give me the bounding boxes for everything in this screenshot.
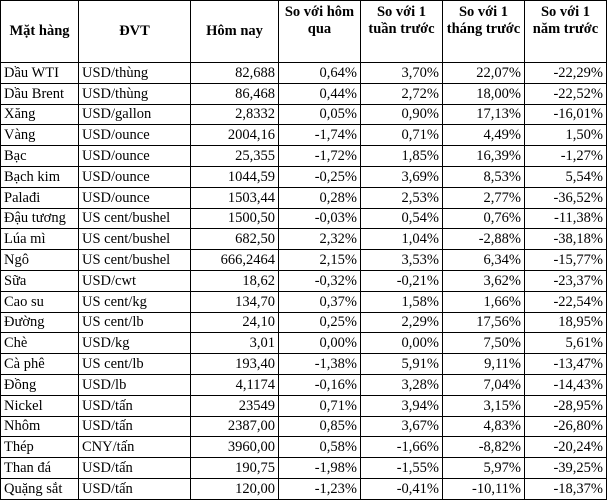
table-row — [1, 146, 607, 167]
cell-commodity: Than đá — [1, 458, 79, 479]
table-row — [1, 312, 607, 333]
cell-commodity: Nhôm — [1, 416, 79, 437]
cell-vs-year: -13,47% — [525, 354, 607, 375]
header-vs-year: So với 1 năm trước — [525, 1, 607, 63]
cell-vs-week: 2,53% — [361, 187, 443, 208]
cell-vs-yesterday: -0,32% — [279, 270, 361, 291]
cell-vs-month: 2,77% — [443, 187, 525, 208]
cell-commodity: Quặng sắt — [1, 478, 79, 499]
cell-commodity: Bạc — [1, 146, 79, 167]
cell-vs-year: -15,77% — [525, 250, 607, 271]
cell-vs-month: 5,97% — [443, 458, 525, 479]
cell-vs-week: 0,00% — [361, 333, 443, 354]
cell-commodity: Cao su — [1, 291, 79, 312]
cell-vs-month: 3,15% — [443, 395, 525, 416]
cell-today: 23549 — [191, 395, 279, 416]
cell-vs-yesterday: 0,25% — [279, 312, 361, 333]
cell-unit: USD/ounce — [79, 125, 191, 146]
cell-vs-year: -20,24% — [525, 437, 607, 458]
cell-vs-year: -16,01% — [525, 104, 607, 125]
cell-vs-year: 5,54% — [525, 166, 607, 187]
cell-vs-month: 3,62% — [443, 270, 525, 291]
cell-commodity: Sữa — [1, 270, 79, 291]
cell-today: 682,50 — [191, 229, 279, 250]
cell-commodity: Bạch kim — [1, 166, 79, 187]
cell-commodity: Đường — [1, 312, 79, 333]
cell-commodity: Vàng — [1, 125, 79, 146]
cell-vs-week: 2,72% — [361, 83, 443, 104]
cell-vs-year: -14,43% — [525, 374, 607, 395]
cell-vs-year: -1,27% — [525, 146, 607, 167]
cell-today: 666,2464 — [191, 250, 279, 271]
cell-vs-week: -0,41% — [361, 478, 443, 499]
header-vs-yesterday: So với hôm qua — [279, 1, 361, 63]
cell-vs-week: 3,67% — [361, 416, 443, 437]
cell-today: 3,01 — [191, 333, 279, 354]
cell-vs-week: 3,94% — [361, 395, 443, 416]
table-row — [1, 333, 607, 354]
cell-vs-month: 4,49% — [443, 125, 525, 146]
cell-commodity: Dầu Brent — [1, 83, 79, 104]
cell-vs-week: 1,85% — [361, 146, 443, 167]
cell-commodity: Nickel — [1, 395, 79, 416]
cell-vs-year: -23,37% — [525, 270, 607, 291]
cell-vs-year: 1,50% — [525, 125, 607, 146]
cell-vs-yesterday: 0,37% — [279, 291, 361, 312]
table-row — [1, 416, 607, 437]
table-row — [1, 291, 607, 312]
cell-today: 2004,16 — [191, 125, 279, 146]
cell-vs-year: -36,52% — [525, 187, 607, 208]
cell-vs-yesterday: 0,00% — [279, 333, 361, 354]
cell-commodity: Ngô — [1, 250, 79, 271]
cell-vs-yesterday: 0,05% — [279, 104, 361, 125]
cell-vs-week: 3,69% — [361, 166, 443, 187]
cell-vs-month: -10,11% — [443, 478, 525, 499]
cell-today: 4,1174 — [191, 374, 279, 395]
cell-vs-month: 22,07% — [443, 63, 525, 84]
table-row — [1, 270, 607, 291]
cell-vs-yesterday: -0,03% — [279, 208, 361, 229]
cell-commodity: Palađi — [1, 187, 79, 208]
cell-today: 3960,00 — [191, 437, 279, 458]
cell-today: 193,40 — [191, 354, 279, 375]
cell-vs-year: 5,61% — [525, 333, 607, 354]
cell-unit: USD/lb — [79, 374, 191, 395]
cell-commodity: Lúa mì — [1, 229, 79, 250]
cell-today: 134,70 — [191, 291, 279, 312]
cell-unit: US cent/lb — [79, 312, 191, 333]
cell-commodity: Đồng — [1, 374, 79, 395]
cell-today: 82,688 — [191, 63, 279, 84]
cell-vs-yesterday: 0,71% — [279, 395, 361, 416]
cell-unit: USD/kg — [79, 333, 191, 354]
cell-vs-week: 3,28% — [361, 374, 443, 395]
cell-unit: US cent/bushel — [79, 208, 191, 229]
cell-vs-week: 0,54% — [361, 208, 443, 229]
cell-commodity: Cà phê — [1, 354, 79, 375]
cell-vs-month: 16,39% — [443, 146, 525, 167]
cell-today: 2,8332 — [191, 104, 279, 125]
cell-vs-yesterday: -1,74% — [279, 125, 361, 146]
table-row — [1, 104, 607, 125]
cell-vs-week: 0,90% — [361, 104, 443, 125]
cell-vs-yesterday: 2,15% — [279, 250, 361, 271]
cell-unit: US cent/bushel — [79, 250, 191, 271]
cell-today: 2387,00 — [191, 416, 279, 437]
table-row — [1, 229, 607, 250]
cell-unit: USD/tấn — [79, 416, 191, 437]
header-vs-month: So với 1 tháng trước — [443, 1, 525, 63]
cell-vs-month: 17,56% — [443, 312, 525, 333]
cell-vs-month: -2,88% — [443, 229, 525, 250]
table-row — [1, 478, 607, 499]
header-vs-week: So với 1 tuần trước — [361, 1, 443, 63]
cell-vs-month: 7,04% — [443, 374, 525, 395]
cell-unit: USD/ounce — [79, 166, 191, 187]
cell-vs-yesterday: 2,32% — [279, 229, 361, 250]
cell-vs-month: 18,00% — [443, 83, 525, 104]
cell-vs-month: 1,66% — [443, 291, 525, 312]
cell-unit: USD/cwt — [79, 270, 191, 291]
cell-vs-year: -22,52% — [525, 83, 607, 104]
cell-today: 86,468 — [191, 83, 279, 104]
cell-vs-month: 17,13% — [443, 104, 525, 125]
cell-vs-year: -39,25% — [525, 458, 607, 479]
cell-vs-month: 0,76% — [443, 208, 525, 229]
cell-vs-year: -22,29% — [525, 63, 607, 84]
cell-commodity: Thép — [1, 437, 79, 458]
cell-vs-week: 2,29% — [361, 312, 443, 333]
cell-vs-year: -18,37% — [525, 478, 607, 499]
cell-unit: USD/tấn — [79, 395, 191, 416]
cell-today: 1500,50 — [191, 208, 279, 229]
cell-vs-year: -28,95% — [525, 395, 607, 416]
cell-unit: US cent/bushel — [79, 229, 191, 250]
cell-unit: CNY/tấn — [79, 437, 191, 458]
cell-unit: USD/thùng — [79, 63, 191, 84]
cell-unit: US cent/kg — [79, 291, 191, 312]
cell-commodity: Chè — [1, 333, 79, 354]
table-row — [1, 374, 607, 395]
cell-vs-week: 1,04% — [361, 229, 443, 250]
cell-today: 1503,44 — [191, 187, 279, 208]
cell-unit: USD/thùng — [79, 83, 191, 104]
cell-vs-week: -1,66% — [361, 437, 443, 458]
cell-today: 120,00 — [191, 478, 279, 499]
cell-vs-month: 9,11% — [443, 354, 525, 375]
header-row — [1, 1, 607, 63]
cell-vs-year: 18,95% — [525, 312, 607, 333]
cell-unit: US cent/lb — [79, 354, 191, 375]
cell-today: 25,355 — [191, 146, 279, 167]
cell-commodity: Xăng — [1, 104, 79, 125]
table-row — [1, 83, 607, 104]
table-row — [1, 63, 607, 84]
cell-vs-week: 3,53% — [361, 250, 443, 271]
cell-unit: USD/gallon — [79, 104, 191, 125]
cell-vs-yesterday: -1,38% — [279, 354, 361, 375]
cell-vs-week: 5,91% — [361, 354, 443, 375]
cell-vs-year: -22,54% — [525, 291, 607, 312]
cell-unit: USD/tấn — [79, 458, 191, 479]
cell-vs-week: 0,71% — [361, 125, 443, 146]
cell-today: 18,62 — [191, 270, 279, 291]
header-today: Hôm nay — [191, 1, 279, 63]
cell-vs-yesterday: 0,64% — [279, 63, 361, 84]
cell-commodity: Dầu WTI — [1, 63, 79, 84]
cell-vs-year: -38,18% — [525, 229, 607, 250]
cell-vs-year: -11,38% — [525, 208, 607, 229]
cell-vs-yesterday: 0,85% — [279, 416, 361, 437]
cell-vs-week: 3,70% — [361, 63, 443, 84]
cell-vs-yesterday: -1,98% — [279, 458, 361, 479]
cell-vs-week: 1,58% — [361, 291, 443, 312]
table-row — [1, 166, 607, 187]
cell-today: 190,75 — [191, 458, 279, 479]
cell-vs-month: 7,50% — [443, 333, 525, 354]
cell-vs-yesterday: -1,72% — [279, 146, 361, 167]
table-row — [1, 354, 607, 375]
table-row — [1, 437, 607, 458]
table-row — [1, 250, 607, 271]
header-unit: ĐVT — [79, 1, 191, 63]
cell-vs-week: -1,55% — [361, 458, 443, 479]
cell-unit: USD/ounce — [79, 187, 191, 208]
cell-vs-yesterday: -1,23% — [279, 478, 361, 499]
header-commodity: Mặt hàng — [1, 1, 79, 63]
cell-vs-yesterday: 0,28% — [279, 187, 361, 208]
cell-unit: USD/ounce — [79, 146, 191, 167]
table-row — [1, 458, 607, 479]
cell-today: 24,10 — [191, 312, 279, 333]
table-body — [1, 63, 607, 500]
table-row — [1, 187, 607, 208]
cell-vs-month: 6,34% — [443, 250, 525, 271]
cell-today: 1044,59 — [191, 166, 279, 187]
cell-vs-yesterday: -0,16% — [279, 374, 361, 395]
cell-vs-yesterday: 0,58% — [279, 437, 361, 458]
cell-commodity: Đậu tương — [1, 208, 79, 229]
cell-vs-year: -26,80% — [525, 416, 607, 437]
table-row — [1, 395, 607, 416]
cell-vs-yesterday: -0,25% — [279, 166, 361, 187]
cell-unit: USD/tấn — [79, 478, 191, 499]
table-row — [1, 125, 607, 146]
table-row — [1, 208, 607, 229]
cell-vs-month: 4,83% — [443, 416, 525, 437]
cell-vs-month: 8,53% — [443, 166, 525, 187]
cell-vs-week: -0,21% — [361, 270, 443, 291]
cell-vs-month: -8,82% — [443, 437, 525, 458]
cell-vs-yesterday: 0,44% — [279, 83, 361, 104]
